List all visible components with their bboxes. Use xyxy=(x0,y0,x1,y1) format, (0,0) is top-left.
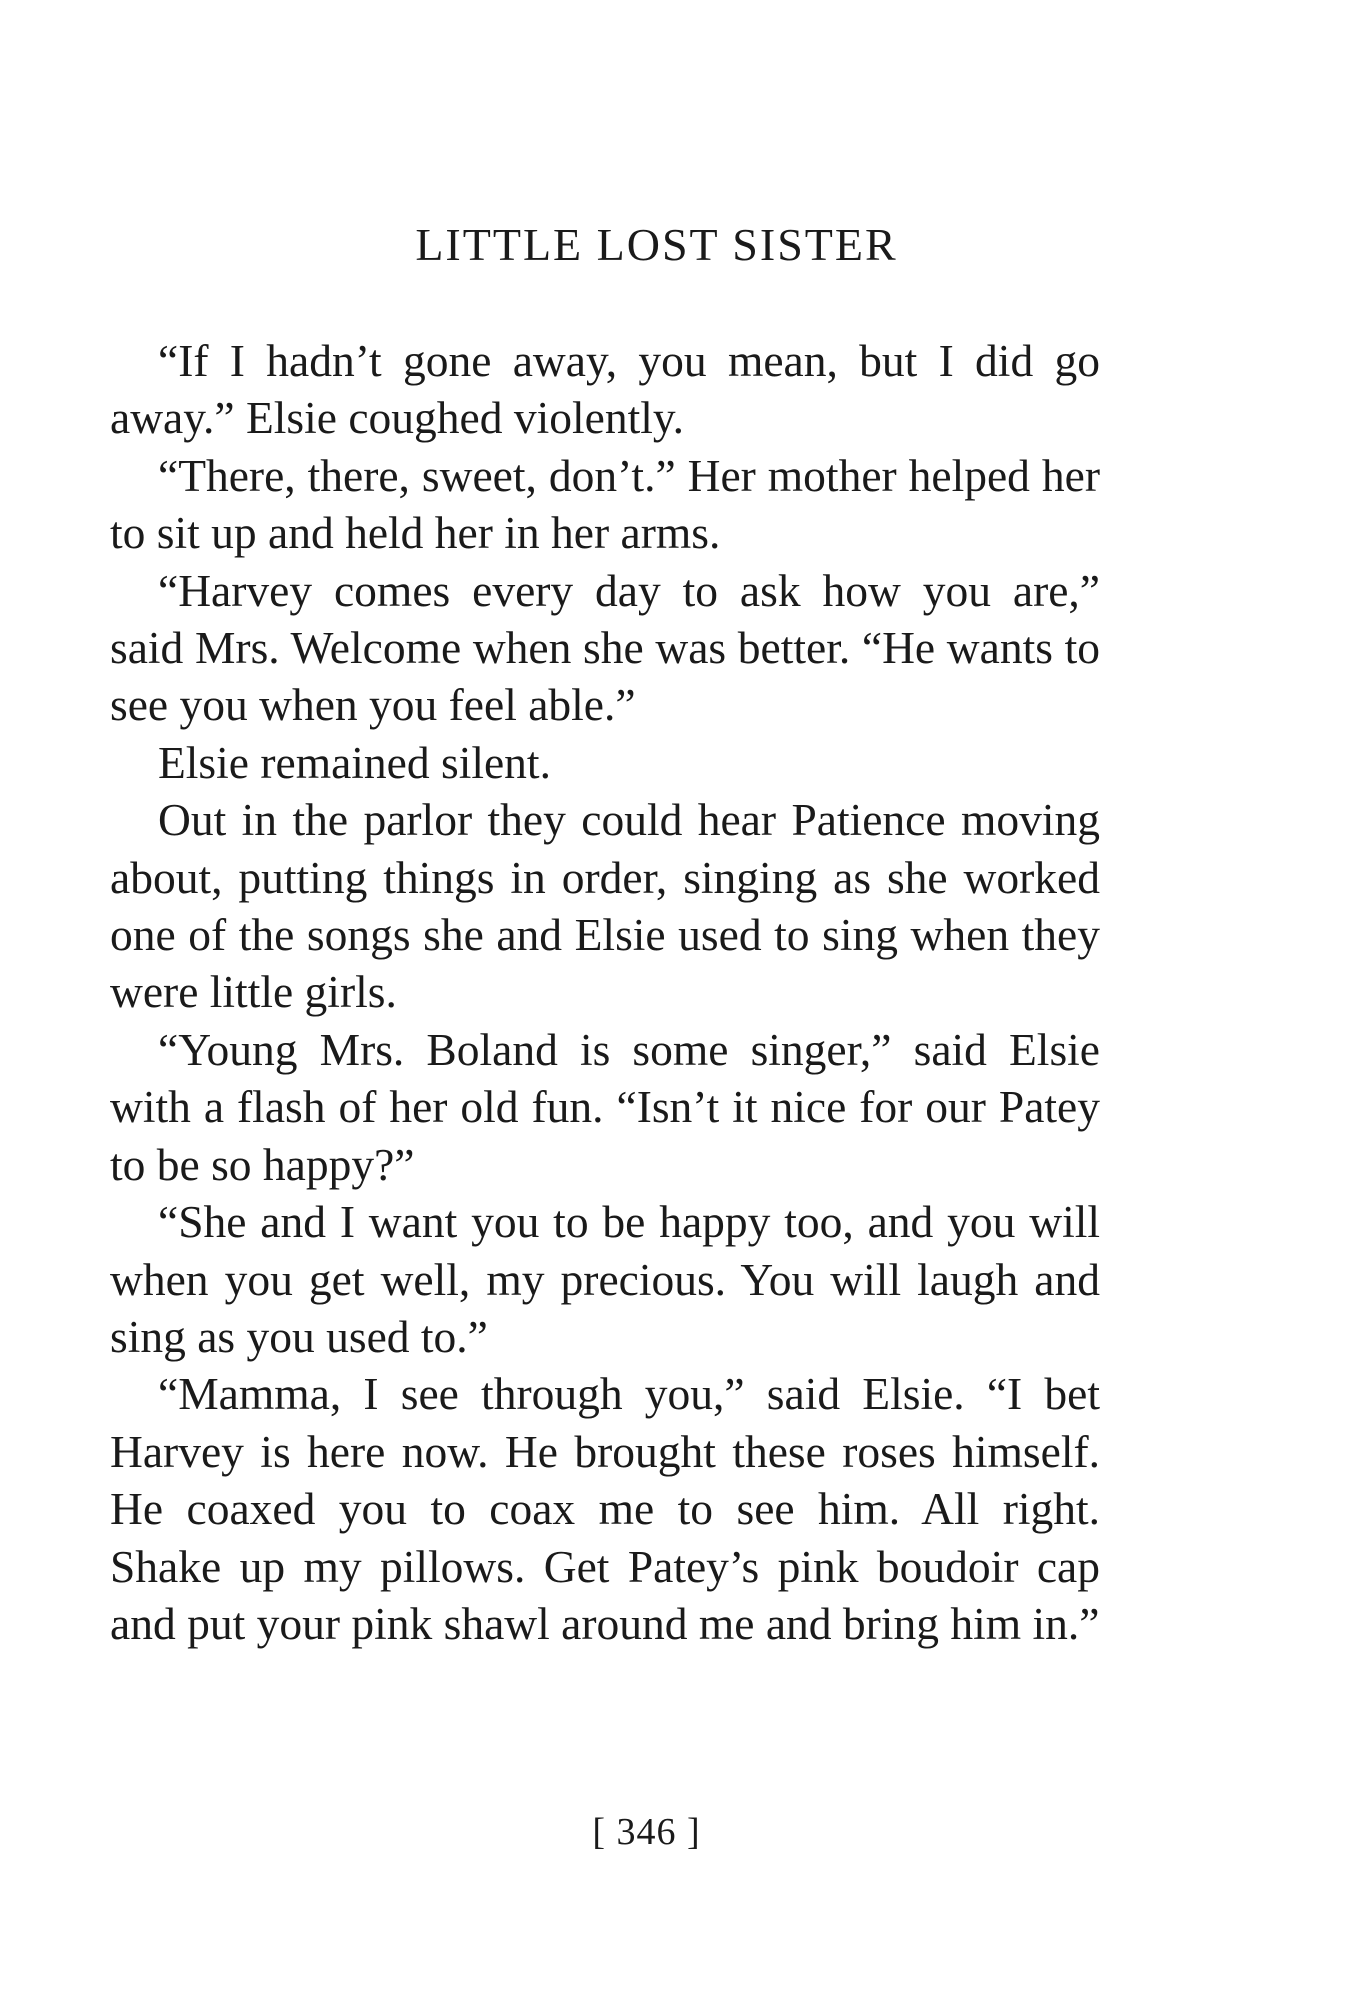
paragraph: Out in the parlor they could hear Patience moving about, putting things in order, singing as she worked one of the songs she and Elsie used to sing when they were little girls. xyxy=(110,794,1100,1018)
page-number: [ 346 ] xyxy=(592,1811,701,1853)
body-text xyxy=(110,332,1100,1652)
paragraph: “Young Mrs. Boland is some singer,” said Elsie with a flash of her old fun. “Isn’t it nice for our Patey to be so happy?” xyxy=(110,1023,1100,1190)
paragraph: “Mamma, I see through you,” said Elsie. “I bet Harvey is here now. He brought these roses himself. He coaxed you to coax me to see him. All right. Shake up my pillows. Get Patey’s pink boudoir cap and put your pink shawl around me and bring him in.” xyxy=(110,1368,1100,1649)
paragraph: Elsie remained silent. xyxy=(158,736,551,788)
paragraph: “Harvey comes every day to ask how you are,” said Mrs. Welcome when she was better. “He wants to see you when you feel able.” xyxy=(110,564,1100,731)
paragraph: “If I hadn’t gone away, you mean, but I did go away.” Elsie coughed violently. xyxy=(110,335,1100,444)
paragraph: “She and I want you to be happy too, and you will when you get well, my precious. You will laugh and sing as you used to.” xyxy=(110,1196,1100,1362)
paragraph: “There, there, sweet, don’t.” Her mother helped her to sit up and held her in her arms. xyxy=(110,449,1100,559)
running-head: LITTLE LOST SISTER xyxy=(415,219,898,270)
